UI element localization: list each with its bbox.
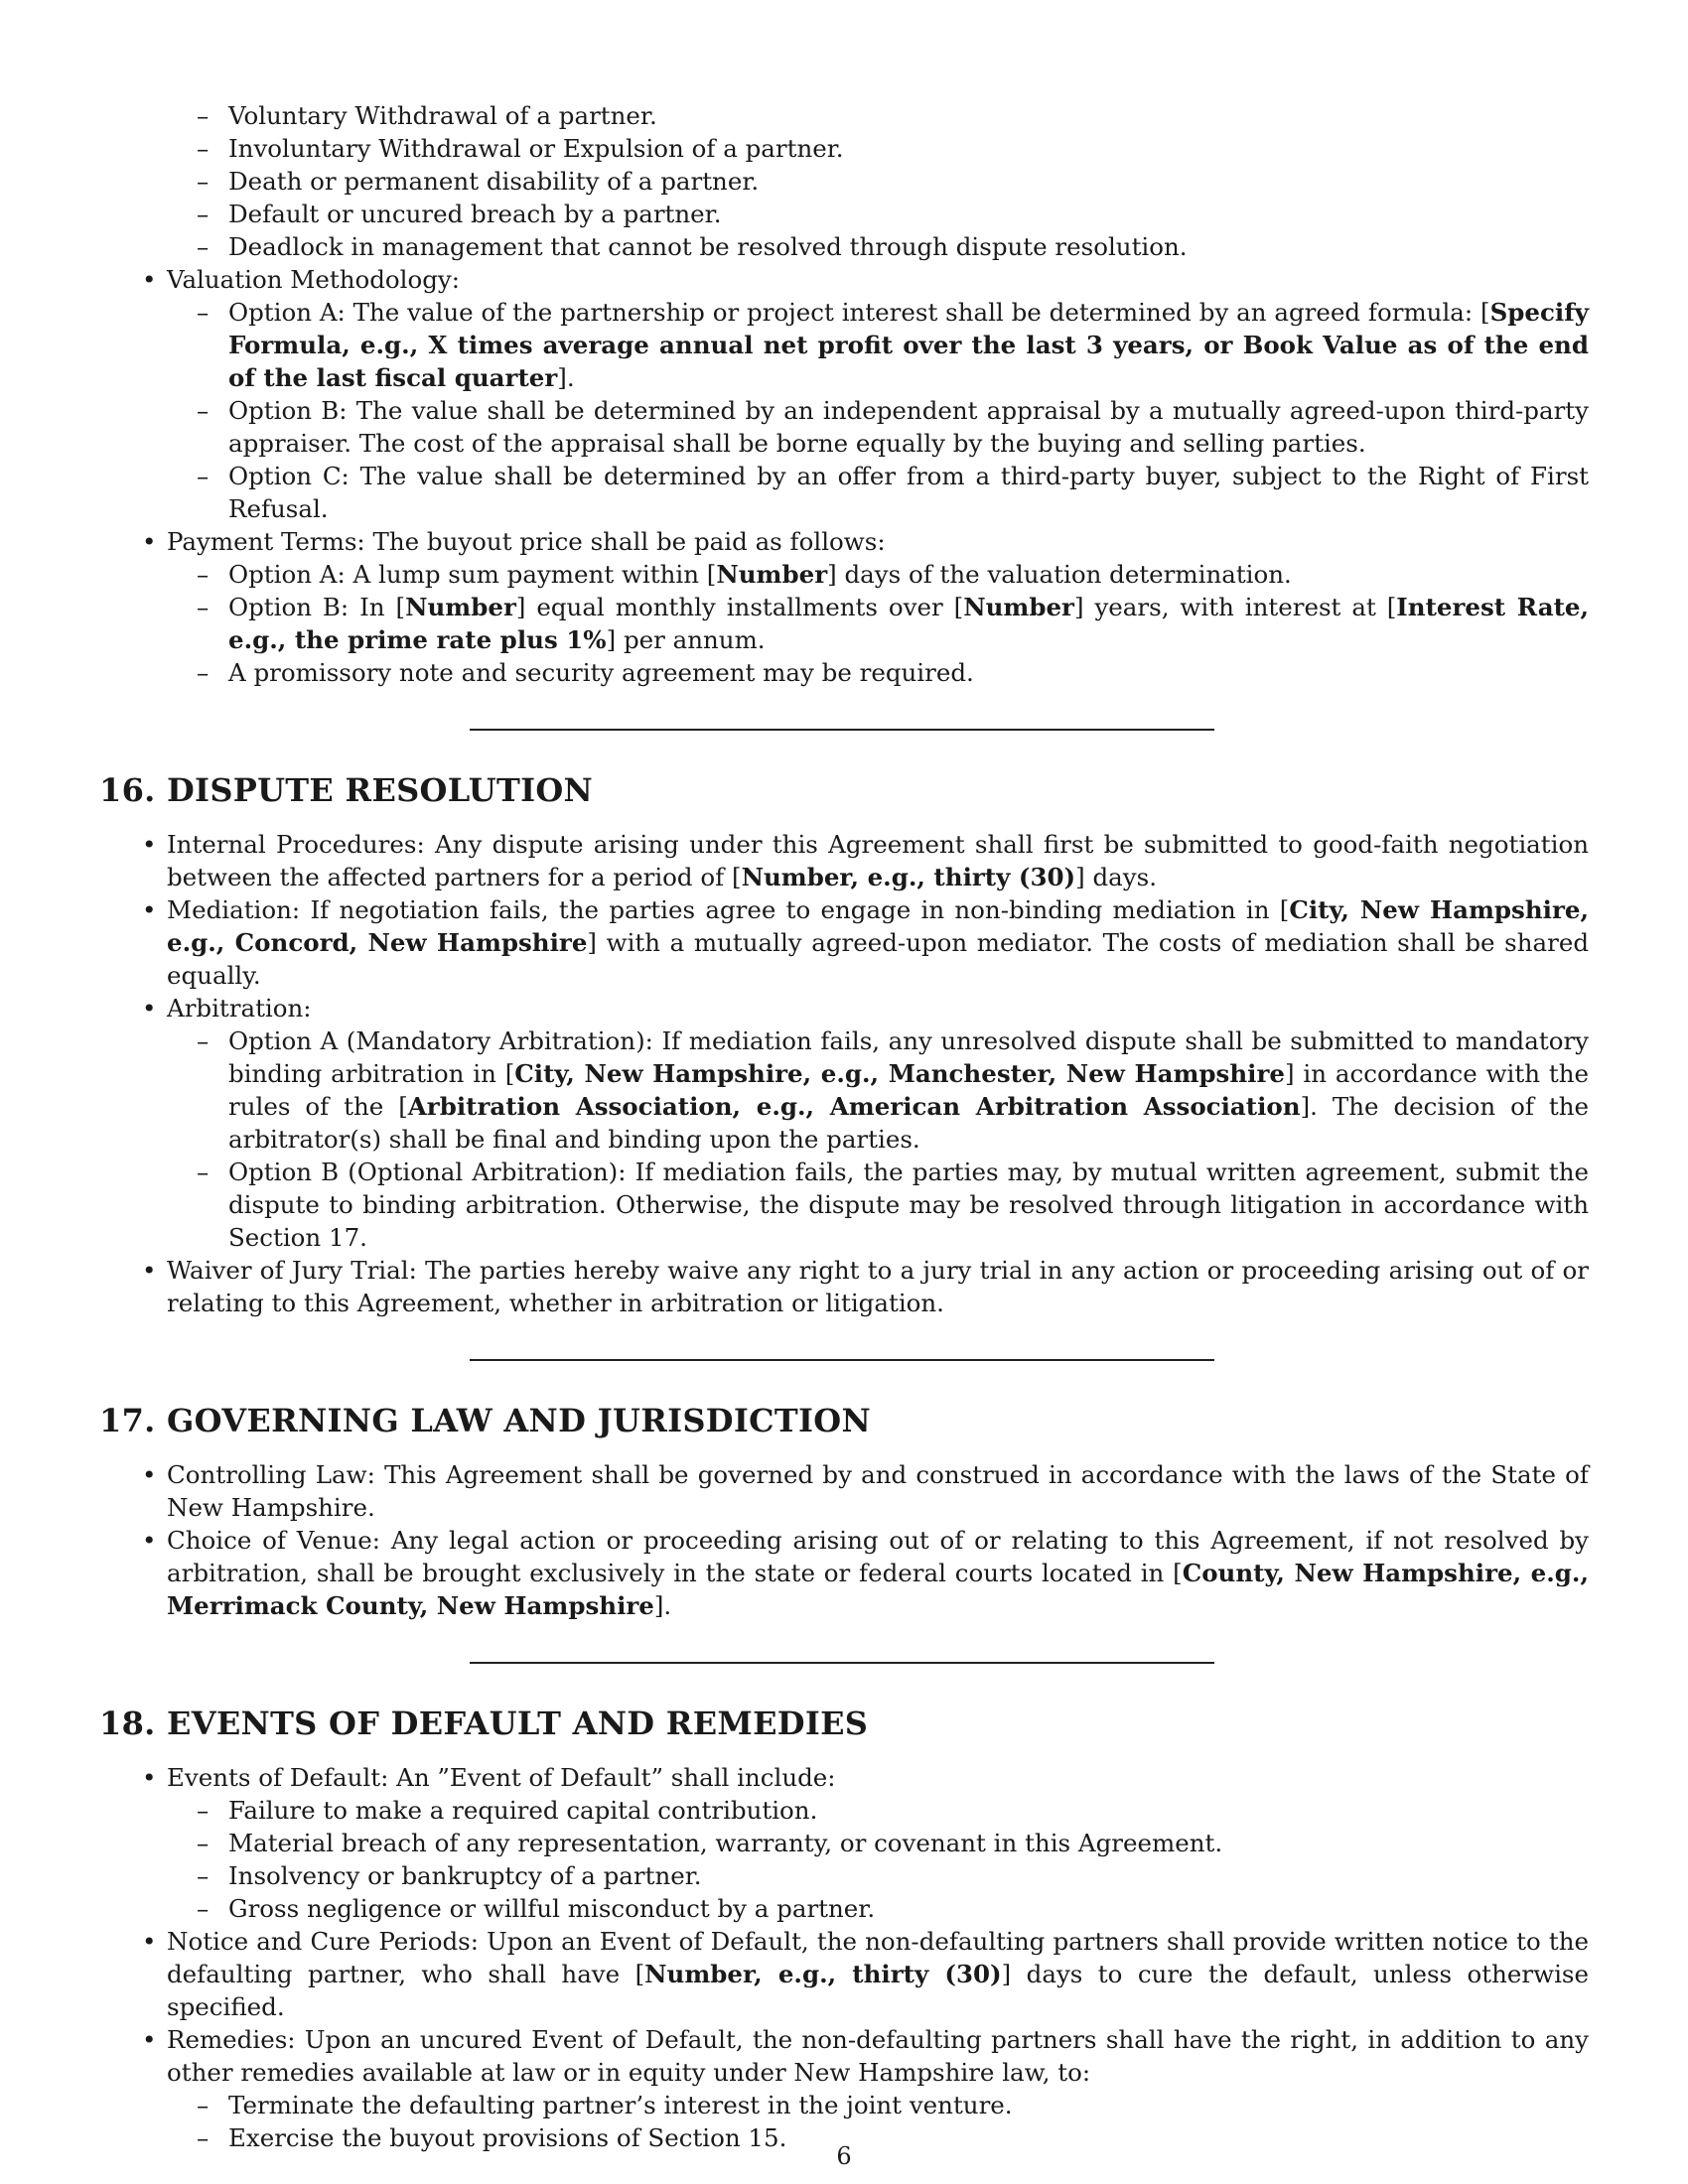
list-item: – Insolvency or bankruptcy of a partner.: [99, 1859, 1589, 1892]
list-item: – A promissory note and security agreement may be required.: [99, 656, 1589, 689]
list-item: • Remedies: Upon an uncured Event of Default, the non-defaulting partners shall have the right, in addition to any other remedies available at law or in equity under New Hampshire law, to:: [99, 2023, 1589, 2089]
list-item: • Internal Procedures: Any dispute arising under this Agreement shall first be submitted to good-faith negotiation between the affected partners for a period of [Number, e.g., thirty (30)] days.: [99, 828, 1589, 893]
section-17-heading: 17. GOVERNING LAW AND JURISDICTION: [99, 1402, 871, 1439]
section-16-list: [99, 828, 1589, 1319]
list-item: • Notice and Cure Periods: Upon an Event of Default, the non-defaulting partners shall provide written notice to the defaulting partner, who shall have [Number, e.g., thirty (30)] days to cure the default, unless otherwise specified.: [99, 1925, 1589, 2023]
list-item: – Involuntary Withdrawal or Expulsion of a partner.: [99, 132, 1589, 165]
list-item: – Option A: A lump sum payment within [Number] days of the valuation determination.: [99, 558, 1589, 591]
list-item: • Choice of Venue: Any legal action or proceeding arising out of or relating to this Agreement, if not resolved by arbitration, shall be brought exclusively in the state or federal courts located in [County, New Hampshire, e.g., Merrimack County, New Hampshire].: [99, 1524, 1589, 1622]
section-divider: [470, 1359, 1214, 1361]
list-item-valuation: • Valuation Methodology:: [99, 263, 1589, 296]
buyout-list: [99, 99, 1589, 689]
section-18-heading: 18. EVENTS OF DEFAULT AND REMEDIES: [99, 1705, 869, 1742]
list-item: – Failure to make a required capital contribution.: [99, 1794, 1589, 1827]
section-16-heading: 16. DISPUTE RESOLUTION: [99, 771, 594, 809]
list-item: – Option C: The value shall be determined by an offer from a third-party buyer, subject to the Right of First Refusal.: [99, 460, 1589, 525]
list-item: – Default or uncured breach by a partner.: [99, 198, 1589, 230]
list-item: – Terminate the defaulting partner’s interest in the joint venture.: [99, 2089, 1589, 2121]
list-item: • Arbitration:: [99, 992, 1589, 1024]
section-divider: [470, 1662, 1214, 1664]
list-item: – Exercise the buyout provisions of Section 15.: [99, 2121, 1589, 2154]
list-item: – Death or permanent disability of a partner.: [99, 165, 1589, 198]
list-item: – Option B: The value shall be determined by an independent appraisal by a mutually agreed-upon third-party appraiser. The cost of the appraisal shall be borne equally by the buying and selling parties.: [99, 394, 1589, 460]
section-18-list: [99, 1761, 1589, 2154]
list-item: – Option A: The value of the partnership or project interest shall be determined by an agreed formula: [Specify Formula, e.g., X times average annual net profit over the last 3 years, or Book Value as of the end of the last fiscal quarter].: [99, 296, 1589, 394]
list-item: – Voluntary Withdrawal of a partner.: [99, 99, 1589, 132]
section-divider: [470, 729, 1214, 731]
list-item: • Mediation: If negotiation fails, the parties agree to engage in non-binding mediation in [City, New Hampshire, e.g., Concord, New Hampshire] with a mutually agreed-upon mediator. The costs of mediation shall be shared equally.: [99, 893, 1589, 992]
list-item: – Option A (Mandatory Arbitration): If mediation fails, any unresolved dispute shall be submitted to mandatory binding arbitration in [City, New Hampshire, e.g., Manchester, New Hampshire] in accordance with the rules of the [Arbitration Association, e.g., American Arbitration Association]. The decision of the arbitrator(s) shall be final and binding upon the parties.: [99, 1024, 1589, 1156]
page-content: [99, 99, 1589, 2154]
section-17-list: [99, 1458, 1589, 1622]
list-item: – Option B: In [Number] equal monthly installments over [Number] years, with interest at [Interest Rate, e.g., the prime rate plus 1%] per annum.: [99, 591, 1589, 656]
page-number: 6: [836, 2142, 852, 2170]
list-item: • Events of Default: An ”Event of Default” shall include:: [99, 1761, 1589, 1794]
list-item: – Gross negligence or willful misconduct by a partner.: [99, 1892, 1589, 1925]
list-item: • Controlling Law: This Agreement shall be governed by and construed in accordance with the laws of the State of New Hampshire.: [99, 1458, 1589, 1524]
list-item-payment: • Payment Terms: The buyout price shall be paid as follows:: [99, 525, 1589, 558]
list-item: • Waiver of Jury Trial: The parties hereby waive any right to a jury trial in any action or proceeding arising out of or relating to this Agreement, whether in arbitration or litigation.: [99, 1254, 1589, 1319]
list-item: – Option B (Optional Arbitration): If mediation fails, the parties may, by mutual written agreement, submit the dispute to binding arbitration. Otherwise, the dispute may be resolved through litigation in accordance with Section 17.: [99, 1156, 1589, 1254]
list-item: – Deadlock in management that cannot be resolved through dispute resolution.: [99, 230, 1589, 263]
list-item: – Material breach of any representation, warranty, or covenant in this Agreement.: [99, 1827, 1589, 1859]
